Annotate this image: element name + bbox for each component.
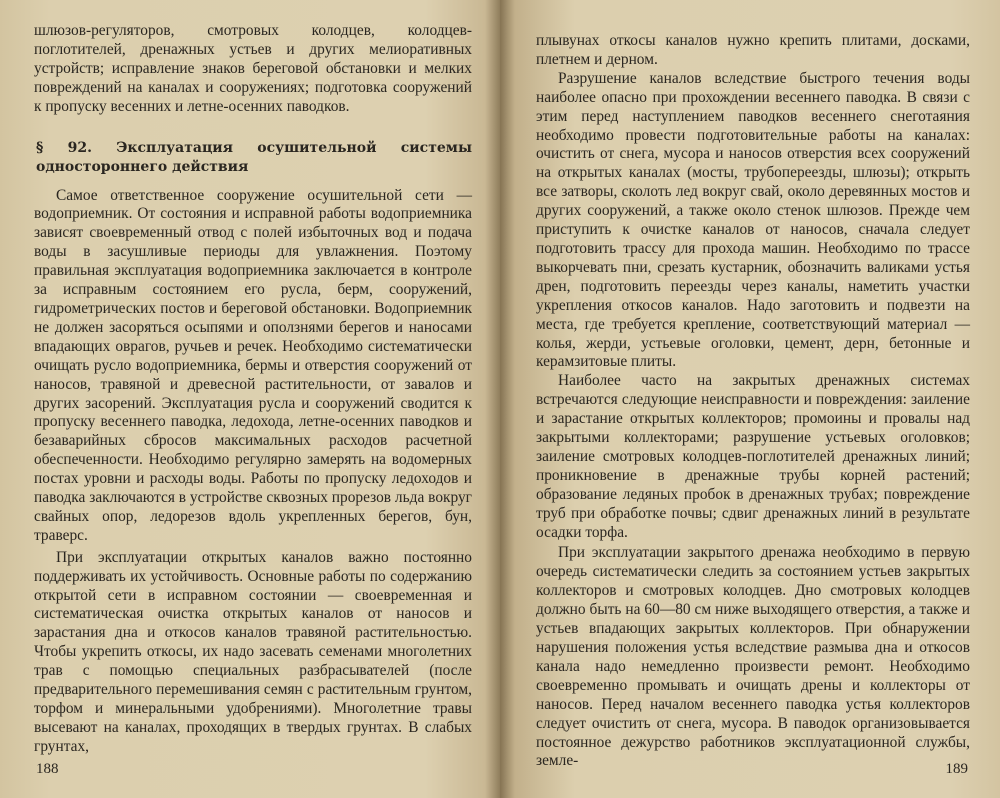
right-continued-paragraph: плывунах откосы каналов нужно крепить плитами, досками, плетнем и дерном. <box>536 32 970 68</box>
right-paragraph-1: Разрушение каналов вследствие быстрого течения воды наиболее опасно при прохождении весеннего паводка. В связи с этим перед наступлением паводков весеннего снеготаяния необходимо провести подготовительные работы на каналах: очистить от снега, мусора и наносов отверстия всех сооружений на открытых каналах (мосты, трубопереезды, шлюзы); открыть все затворы, сколоть лед вокруг свай, около деревянных мостов и других сооружений, а также около стенок шлюзов. Прежде чем приступить к очистке каналов от наносов, сначала следует подготовить трассу для прохода машин. Необходимо по трассе выкорчевать пни, срезать кустарник, обозначить валиками устья дрен, подготовить переезды через каналы, наметить участки укрепления откосов каналов. Надо заготовить и подвезти на места, где требуется крепление, соответствующий материал — колья, жерди, устьевые оголовки, цемент, дерн, бетонные и керамзитовые плиты. <box>536 69 970 371</box>
left-continued-paragraph: шлюзов-регуляторов, смотровых колодцев, колодцев-поглотителей, дренажных устьев и других мелиоративных устройств; исправление знаков береговой обстановки и мелких повреждений на каналах и сооружениях; подготовка сооружений к пропуску весенних и летне-осенних паводков. <box>34 22 472 115</box>
right-paragraph-3: При эксплуатации закрытого дренажа необходимо в первую очередь систематически следить за состоянием устьев закрытых коллекторов и смотровых колодцев. Дно смотровых колодцев должно быть на 60—80 см ниже выходящего отверстия, а также и устьев впадающих закрытых коллекторов. При обнаружении нарушения положения устья вследствие размыва дна и откосов канала надо немедленно произвести ремонт. Необходимо своевременно промывать и очищать дрены и коллекторы от наносов. Перед началом весеннего паводка устья коллекторов следует очистить от снега, мусора. В паводок организовывается постоянное дежурство работников эксплуатационной службы, земле- <box>536 544 970 770</box>
left-paragraph-2: При эксплуатации открытых каналов важно постоянно поддерживать их устойчивость. Основные работы по содержанию открытой сети в исправном состоянии — своевременная и систематическая очистка открытых каналов от наносов и зарастания дна и откосов каналов травяной растительностью. Чтобы укрепить откосы, их надо засевать семенами многолетних трав с помощью специальных разбрасывателей (после предварительного перемешивания семян с растительным грунтом, торфом и минеральными удобрениями). Многолетние травы высевают на каналах, проходящих в твердых грунтах. В слабых грунтах, <box>34 548 472 755</box>
page-number-right: 189 <box>945 761 968 777</box>
right-page-text <box>536 32 970 771</box>
right-paragraph-2: Наиболее часто на закрытых дренажных системах встречаются следующие неисправности и повреждения: заиление и зарастание открытых коллекторов; промоины и провалы над закрытыми коллекторами; разрушение устьевых оголовков; заиление смотровых колодцев-поглотителей дренажных линий; проникновение в дренажные трубы корней растений; образование ледяных пробок в дренажных трубах; повреждение труб при обработке почвы; сдвиг дренажных линий в результате осадки торфа. <box>536 372 970 541</box>
page-number-left: 188 <box>36 761 59 777</box>
left-paragraph-1: Самое ответственное сооружение осушительной сети — водоприемник. От состояния и исправной работы водоприемника зависят своевременный отвод с полей избыточных вод и подача воды в засушливые периоды для увлажнения. Поэтому правильная эксплуатация водоприемника заключается в контроле за исправным состоянием его русла, берм, сооружений, гидрометрических постов и береговой обстановки. Водоприемник не должен засоряться осыпями и оползнями берегов и наносами впадающих оврагов, ручьев и речек. Необходимо систематически очищать русло водоприемника, бермы и отверстия сооружений от наносов, травяной и древесной растительности, от завалов и других засорений. Эксплуатация русла и сооружений сводится к пропуску весеннего паводка, ледохода, летне-осенних паводков и безаварийных сбросов максимальных расходов расчетной обеспеченности. Необходимо регулярно замерять на водомерных постах уровни и расходы воды. Работы по пропуску ледоходов и паводка заключаются в устройстве сквозных прорезов льда вокруг свайных опор, ледорезов вдоль укрепленных берегов, бун, траверс. <box>34 186 472 544</box>
right-page <box>500 0 1000 798</box>
section-heading: § 92. Эксплуатация осушительной системы одностороннего действия <box>36 139 472 175</box>
left-page-text <box>34 22 472 757</box>
